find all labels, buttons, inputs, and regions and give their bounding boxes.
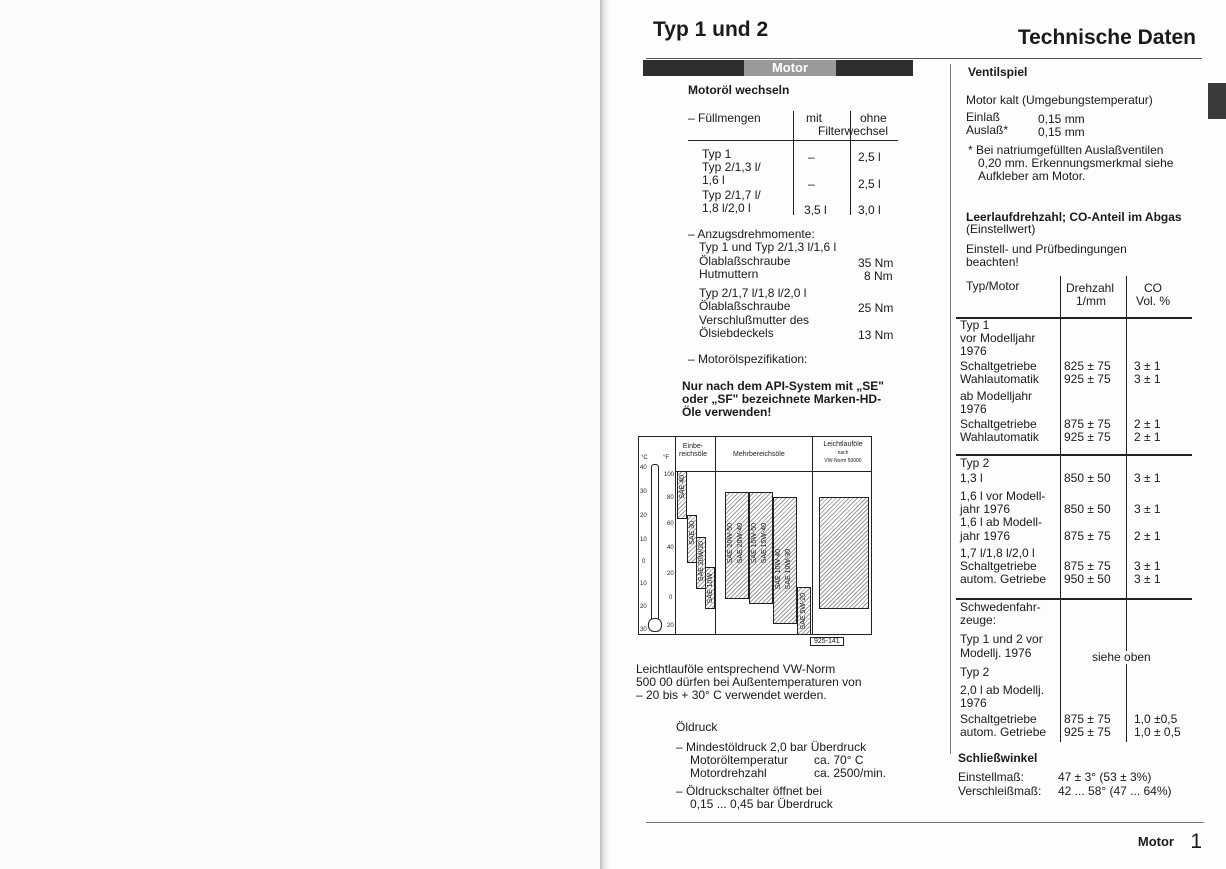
idle-row-type: zeuge: [960,613,997,627]
footer-rule [646,822,1204,823]
idle-row-type: 2,0 l ab Modellj. [960,683,1045,697]
temp-f-tick: 60 [667,521,674,527]
col-header-filterwechsel: Filterwechsel [818,124,889,138]
idle-row-co: 2 ± 1 [1134,417,1161,431]
idle-row-type: Schaltgetriebe [960,417,1037,431]
dwell-set-label: Einstellmaß: [958,770,1025,784]
oil-label: SAE 5W-20 [800,593,807,630]
valve-clearance-title: Ventilspiel [968,65,1028,79]
idle-row-rpm: 925 ± 75 [1064,372,1111,386]
valve-footnote: * Bei natriumgefüllten Auslaßventilen [968,143,1164,157]
idle-col-co-unit: Vol. % [1136,294,1171,308]
axis-unit-c: °C [641,455,648,461]
dwell-wear-label: Verschleißmaß: [958,784,1042,798]
idle-row-type: vor Modelljahr [960,331,1036,345]
dwell-wear-value: 42 ... 58° (47 ... 64%) [1058,784,1172,798]
idle-title: Leerlaufdrehzahl; CO-Anteil im Abgas [966,210,1182,224]
torque-group-heading: Typ 1 und Typ 2/1,3 l/1,6 l [699,240,837,254]
temp-c-tick: 0 [642,559,646,565]
page-header-right: Technische Daten [1017,26,1196,49]
oil-pressure-title: Öldruck [676,720,718,734]
oil-spec-note: oder „SF" bezeichnete Marken-HD- [682,392,882,406]
table-hline [688,140,898,141]
idle-row-rpm: 850 ± 50 [1064,502,1111,516]
oil-temp-value: ca. 70° C [814,753,864,767]
oil-switch-line: 0,15 ... 0,45 bar Überdruck [690,797,833,811]
idle-row-co: 3 ± 1 [1134,372,1161,386]
oil-label: SAE 10W [707,573,714,604]
idle-table-rule [956,317,1192,319]
idle-table-vline-2 [1126,276,1127,742]
idle-row-type: ab Modelljahr [960,389,1033,403]
temp-f-tick: 20 [667,623,674,629]
book-gutter [600,0,610,869]
idle-row-type: Typ 1 und 2 vor [960,632,1043,646]
idle-row-co: 1,0 ± 0,5 [1134,725,1181,739]
idle-row-rpm: 875 ± 75 [1064,559,1111,573]
engine-rpm-value: ca. 2500/min. [814,766,887,780]
fill-row-mit: – [808,150,815,164]
idle-row-type: 1976 [960,696,987,710]
chart-header-lowfriction: Leichtlauföle nach VW-Norm 50000 [823,441,863,464]
oil-temp-label: Motoröltemperatur [690,753,789,767]
idle-row-type: 1,6 l ab Modell- [960,515,1043,529]
idle-row-co: 2 ± 1 [1134,529,1161,543]
torque-item-name: Ölablaßschraube [699,254,791,268]
axis-unit-f: °F [663,455,670,461]
temp-c-tick: 10 [640,537,647,543]
torque-item-value: 25 Nm [858,301,894,315]
table-vline-1 [793,111,794,215]
temp-c-tick: 20 [640,513,647,519]
idle-col-co: CO [1144,281,1162,295]
idle-row-rpm: 825 ± 75 [1064,359,1111,373]
chart-header-single-grade: Einbe- reichsöle [679,443,708,458]
oil-label: SAE 10W-30 [785,549,792,590]
oil-label: SAE 15W-40 [761,523,768,564]
temp-c-tick: 40 [640,465,647,471]
column-divider [950,64,951,754]
chart-header-multigrade: Mehrbereichsöle [733,451,785,458]
oil-label: SAE 15W-50 [751,523,758,564]
chart-col-line [812,437,813,634]
idle-row-type: autom. Getriebe [960,725,1047,739]
intake-value: 0,15 mm [1038,112,1085,126]
fill-row-mit: – [808,177,815,191]
oil-spec-note: Öle verwenden! [682,405,772,419]
section-band-label: Motor [744,60,836,76]
temp-f-tick: 20 [667,571,674,577]
fill-row-type: Typ 2/1,7 l/ [702,188,761,202]
fill-row-type: Typ 1 [702,147,732,161]
idle-row-rpm: 875 ± 75 [1064,529,1111,543]
torque-item-name: Ölsiebdeckels [699,326,774,340]
temp-c-tick: 30 [640,627,647,633]
oil-switch-line: – Öldruckschalter öffnet bei [676,784,822,798]
idle-row-co: 1,0 ±0,5 [1134,712,1178,726]
lightoil-note: – 20 bis + 30° C verwendet werden. [636,688,827,702]
thumb-tab-marker [1208,83,1226,119]
oil-label: SAE 40 [679,475,686,499]
chart-header-rule [675,471,871,472]
idle-row-co: 3 ± 1 [1134,359,1161,373]
idle-row-type: Schwedenfahr- [960,600,1041,614]
figure-reference: 925-141 [810,637,844,646]
temp-c-tick: 10 [640,581,647,587]
exhaust-label: Auslaß* [966,123,1009,137]
temp-c-tick: 20 [640,604,647,610]
fill-row-ohne: 3,0 l [858,203,881,217]
header-rule [646,58,1202,59]
idle-row-type: Typ 2 [960,456,990,470]
oil-label: SAE 20W-50 [727,523,734,564]
temp-f-tick: 40 [667,545,674,551]
idle-row-type: Schaltgetriebe [960,712,1037,726]
idle-note: beachten! [966,255,1019,269]
torque-group-heading: Typ 2/1,7 l/1,8 l/2,0 l [699,286,807,300]
torque-item-name: Hutmuttern [699,267,759,281]
oil-label: SAE 10W-40 [775,549,782,590]
table-vline-2 [850,111,851,215]
page-header-left: Typ 1 und 2 [653,18,769,41]
temp-c-tick: 30 [640,489,647,495]
page-number: 1 [1190,830,1202,853]
fill-row-ohne: 2,5 l [858,150,881,164]
idle-row-type: Typ 2 [960,665,990,679]
fill-row-type: Typ 2/1,3 l/ [702,160,761,174]
exhaust-value: 0,15 mm [1038,125,1085,139]
fill-row-mit: 3,5 l [804,203,827,217]
torque-item-value: 13 Nm [858,328,894,342]
oil-spec-note: Nur nach dem API-System mit „SE" [682,379,884,393]
temp-f-tick: 0 [669,595,673,601]
idle-row-type: Wahlautomatik [960,372,1039,386]
idle-row-type: 1,7 l/1,8 l/2,0 l [960,546,1035,560]
lightoil-note: Leichtlauföle entsprechend VW-Norm [636,662,836,676]
idle-row-type: 1976 [960,402,987,416]
oil-viscosity-chart [638,436,872,635]
idle-row-rpm: 925 ± 75 [1064,430,1111,444]
idle-row-rpm: 875 ± 75 [1064,417,1111,431]
valve-footnote: Aufkleber am Motor. [978,169,1086,183]
valve-condition: Motor kalt (Umgebungstemperatur) [966,93,1153,107]
idle-row-co: 2 ± 1 [1134,430,1161,444]
idle-row-type: Modellj. 1976 [960,646,1032,660]
chart-col-line [715,437,716,634]
chart-bar-lowfriction [819,497,869,609]
idle-table-rule [956,454,1192,456]
col-header-mit: mit [806,111,822,125]
oil-pressure-min: – Mindestöldruck 2,0 bar Überdruck [676,740,867,754]
left-page-blank [0,0,600,869]
idle-col-rpm: Drehzahl [1066,281,1115,295]
idle-row-type: jahr 1976 [960,502,1011,516]
torque-item-value: 35 Nm [858,256,894,270]
idle-row-co: 3 ± 1 [1134,559,1161,573]
idle-row-type: Typ 1 [960,318,990,332]
footer-section: Motor [1137,834,1174,849]
idle-row-rpm: 850 ± 50 [1064,471,1111,485]
idle-row-rpm: 875 ± 75 [1064,712,1111,726]
dwell-set-value: 47 ± 3° (53 ± 3%) [1058,770,1152,784]
dwell-title: Schließwinkel [958,751,1038,765]
fill-quantity-label: – Füllmengen [688,111,761,125]
see-above-note: siehe oben [1092,650,1151,664]
idle-row-co: 3 ± 1 [1134,572,1161,586]
torque-item-value: 8 Nm [864,269,893,283]
idle-row-co: 3 ± 1 [1134,502,1161,516]
chart-col-line [675,437,676,634]
engine-rpm-label: Motordrehzahl [690,766,767,780]
right-page [610,0,1226,869]
idle-subtitle: (Einstellwert) [966,222,1036,236]
idle-row-rpm: 925 ± 75 [1064,725,1111,739]
idle-row-type: Wahlautomatik [960,430,1039,444]
col-header-ohne: ohne [860,111,887,125]
oil-change-title: Motoröl wechseln [688,83,790,97]
fill-row-type: 1,6 l [702,173,725,187]
torque-title: – Anzugsdrehmomente: [688,227,815,241]
intake-label: Einlaß [966,110,1001,124]
idle-row-type: 1,6 l vor Modell- [960,489,1046,503]
temp-f-tick: 100 [664,472,675,478]
oil-label: SAE 20W-40 [737,523,744,564]
torque-item-name: Ölablaßschraube [699,299,791,313]
temp-f-tick: 80 [667,495,674,501]
idle-row-type: autom. Getriebe [960,572,1047,586]
section-band [643,60,913,76]
idle-col-type: Typ/Motor [966,279,1020,293]
fill-row-ohne: 2,5 l [858,177,881,191]
oil-spec-title: – Motorölspezifikation: [688,352,808,366]
idle-row-type: Schaltgetriebe [960,359,1037,373]
idle-row-type: 1,3 l [960,471,983,485]
idle-table-vline-1 [1060,276,1061,742]
lightoil-note: 500 00 dürfen bei Außentemperaturen von [636,675,862,689]
oil-label: SAE 30 [689,521,696,545]
idle-row-type: Schaltgetriebe [960,559,1037,573]
idle-col-rpm-unit: 1/mm [1076,294,1106,308]
idle-row-type: jahr 1976 [960,529,1011,543]
oil-label: SAE 20W/20 [698,541,705,582]
idle-note: Einstell- und Prüfbedingungen [966,242,1127,256]
valve-footnote: 0,20 mm. Erkennungsmerkmal siehe [978,156,1174,170]
torque-item-name: Verschlußmutter des [699,313,810,327]
idle-row-co: 3 ± 1 [1134,471,1161,485]
idle-row-type: 1976 [960,344,987,358]
fill-row-type: 1,8 l/2,0 l [702,201,751,215]
idle-row-rpm: 950 ± 50 [1064,572,1111,586]
